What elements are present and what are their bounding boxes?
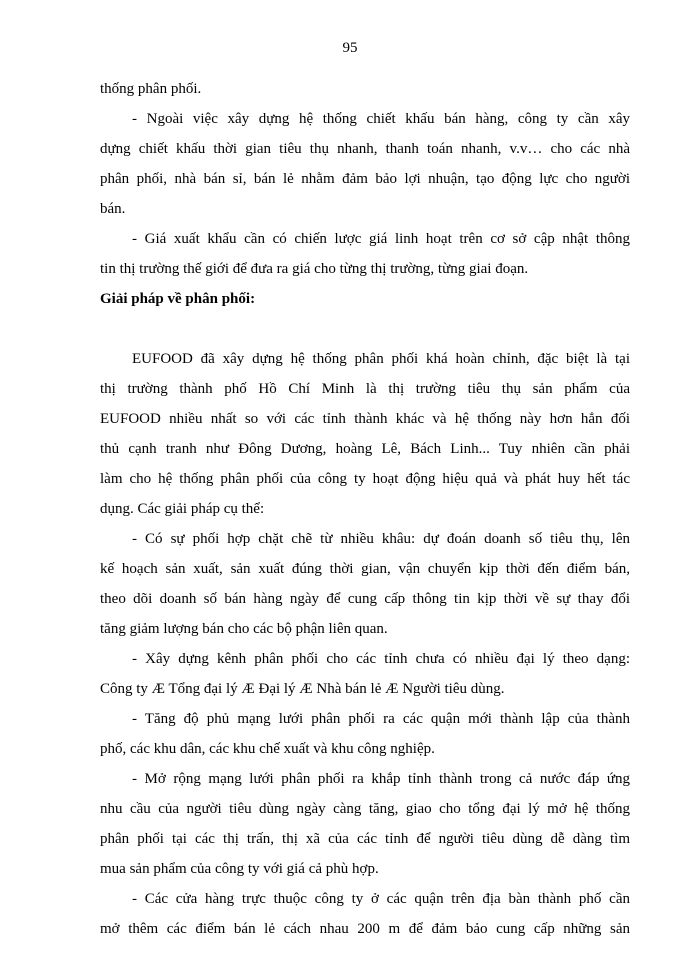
text-line: EUFOOD nhiều nhất so với các tỉnh thành khác và hệ thống này hơn hẳn đối (100, 411, 630, 427)
text-line: - Xây dựng kênh phân phối cho các tỉnh chưa có nhiều đại lý theo dạng: (132, 651, 630, 667)
document-body (100, 74, 630, 944)
section-heading: Giải pháp về phân phối: (100, 291, 256, 307)
text-line: thống phân phối. (100, 81, 202, 97)
text-line: EUFOOD đã xây dựng hệ thống phân phối khá hoàn chỉnh, đặc biệt là tại (132, 351, 630, 367)
text-line: theo dõi doanh số bán hàng ngày để cung cấp thông tin kịp thời về sự thay đổi (100, 591, 630, 607)
text-line: kế hoạch sản xuất, sản xuất đúng thời gian, vận chuyển kịp thời đến điểm bán, (100, 561, 630, 577)
text-line: tăng giảm lượng bán cho các bộ phận liên quan. (100, 621, 388, 637)
text-line: - Các cửa hàng trực thuộc công ty ở các quận trên địa bàn thành phố cần (132, 891, 630, 907)
text-line: làm cho hệ thống phân phối của công ty hoạt động hiệu quả và phát huy hết tác (100, 471, 630, 487)
text-line: thị trường thành phố Hồ Chí Minh là thị trường tiêu thụ sản phẩm của (100, 381, 630, 397)
text-line: dụng. Các giải pháp cụ thể: (100, 501, 265, 517)
text-line: phân phối, nhà bán sỉ, bán lẻ nhằm đảm bảo lợi nhuận, tạo động lực cho người (100, 171, 630, 187)
page-number: 95 (342, 40, 358, 56)
text-line: - Giá xuất khẩu cần có chiến lược giá linh hoạt trên cơ sở cập nhật thông (132, 231, 630, 247)
text-line: - Tăng độ phủ mạng lưới phân phối ra các quận mới thành lập của thành (132, 711, 630, 727)
text-line: mở thêm các điểm bán lẻ cách nhau 200 m để đảm bảo cung cấp những sản (100, 921, 630, 937)
text-line: - Ngoài việc xây dựng hệ thống chiết khấu bán hàng, công ty cần xây (132, 111, 630, 127)
text-line: Công ty Æ Tổng đại lý Æ Đại lý Æ Nhà bán lẻ Æ Người tiêu dùng. (100, 681, 505, 697)
text-line: - Mở rộng mạng lưới phân phối ra khắp tỉnh thành trong cả nước đáp ứng (132, 771, 630, 787)
text-line: dựng chiết khấu thời gian tiêu thụ nhanh, thanh toán nhanh, v.v… cho các nhà (100, 141, 630, 157)
text-line: tin thị trường thế giới để đưa ra giá cho từng thị trường, từng giai đoạn. (100, 261, 529, 277)
text-line: phố, các khu dân, các khu chế xuất và khu công nghiệp. (100, 741, 435, 757)
text-line: bán. (100, 201, 126, 217)
text-line: phân phối tại các thị trấn, thị xã của các tỉnh để người tiêu dùng dễ dàng tìm (100, 831, 630, 847)
text-line: nhu cầu của người tiêu dùng ngày càng tăng, giao cho tổng đại lý mở hệ thống (100, 801, 630, 817)
text-line: - Có sự phối hợp chặt chẽ từ nhiều khâu: dự đoán doanh số tiêu thụ, lên (132, 531, 630, 547)
text-line: mua sản phẩm của công ty với giá cả phù hợp. (100, 861, 379, 877)
text-line: thủ cạnh tranh như Đông Dương, hoàng Lê, Bách Linh... Tuy nhiên cần phải (100, 441, 630, 457)
blank-line (100, 314, 630, 344)
